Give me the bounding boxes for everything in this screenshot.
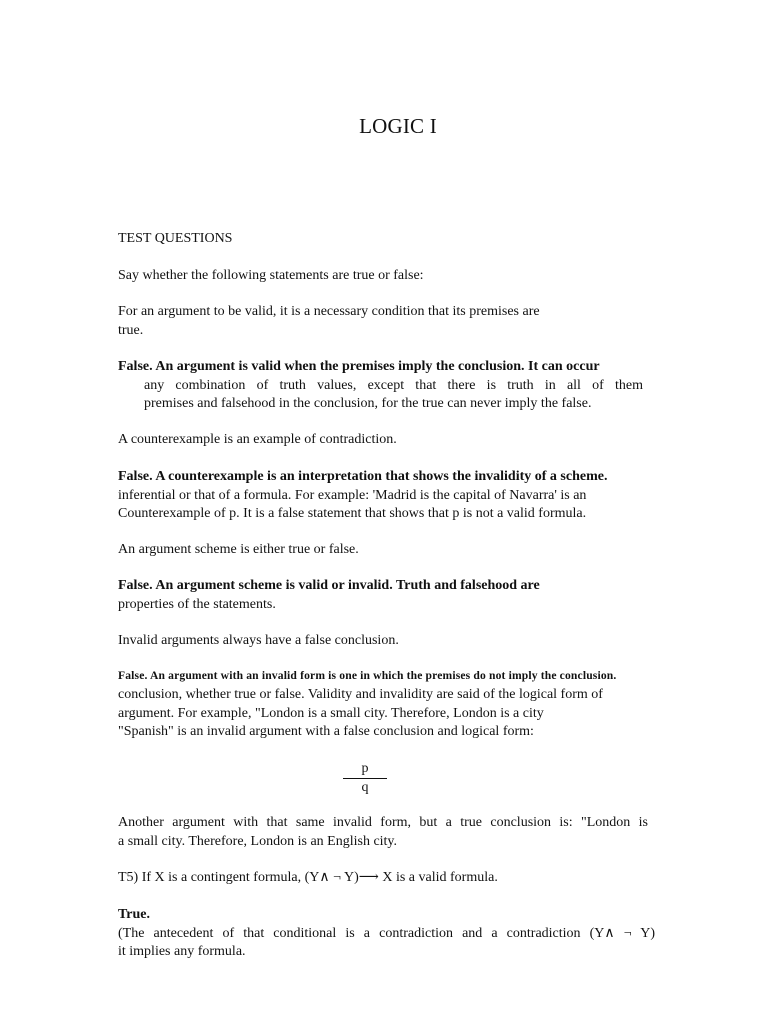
- answer-1-line-2: any combination of truth values, except that there is truth in all of them: [144, 377, 643, 393]
- document-title: LOGIC I: [359, 114, 437, 138]
- logical-form: [343, 760, 387, 797]
- answer-3-line-2: properties of the statements.: [118, 596, 276, 612]
- answer-4-continued: [118, 814, 648, 851]
- answer-4-line-1: False. An argument with an invalid form is one in which the premises do not imply the conclusion.: [118, 669, 617, 682]
- answer-1-line-1: False. An argument is valid when the premises imply the conclusion. It can occur: [118, 359, 600, 374]
- answer-4-line-4: "Spanish" is an invalid argument with a false conclusion and logical form:: [118, 724, 534, 739]
- answer-5-line-3: it implies any formula.: [118, 944, 246, 959]
- answer-5-line-1: True.: [118, 907, 151, 922]
- question-1-line-2: true.: [118, 322, 144, 338]
- question-1: [118, 303, 648, 340]
- answer-5: [118, 906, 655, 962]
- answer-1-line-3: premises and falsehood in the conclusion, for the true can never imply the false.: [144, 396, 592, 411]
- answer-4-cont-line-2: a small city. Therefore, London is an English city.: [118, 833, 398, 849]
- form-premise: p: [361, 761, 369, 776]
- question-4: Invalid arguments always have a false conclusion.: [118, 633, 399, 648]
- form-conclusion: q: [361, 780, 369, 795]
- answer-4: [118, 686, 648, 742]
- answer-4-line-2: conclusion, whether true or false. Validity and invalidity are said of the logical form of: [118, 687, 603, 702]
- answer-1: [118, 358, 643, 414]
- answer-3: [118, 577, 648, 614]
- section-heading: TEST QUESTIONS: [118, 231, 233, 246]
- question-3: An argument scheme is either true or false.: [118, 542, 359, 557]
- answer-4-line-3: argument. For example, "London is a small city. Therefore, London is a city: [118, 705, 544, 721]
- answer-2: [118, 468, 648, 524]
- instruction-text: Say whether the following statements are true or false:: [118, 268, 424, 283]
- question-1-line-1: For an argument to be valid, it is a necessary condition that its premises are: [118, 304, 540, 319]
- answer-2-line-3: Counterexample of p. It is a false statement that shows that p is not a valid formula.: [118, 506, 587, 521]
- answer-2-line-1: False. A counterexample is an interpretation that shows the invalidity of a scheme.: [118, 469, 608, 484]
- answer-4-cont-line-1: Another argument with that same invalid form, but a true conclusion is: "London is: [118, 815, 648, 830]
- answer-5-line-2: (The antecedent of that conditional is a contradiction and a contradiction (Y∧ ¬ Y): [118, 925, 655, 941]
- question-2: A counterexample is an example of contradiction.: [118, 432, 397, 447]
- answer-3-line-1: False. An argument scheme is valid or invalid. Truth and falsehood are: [118, 578, 540, 593]
- answer-2-line-2: inferential or that of a formula. For example: 'Madrid is the capital of Navarra' is an: [118, 487, 587, 503]
- question-5: T5) If X is a contingent formula, (Y∧ ¬ Y)⟶ X is a valid formula.: [118, 870, 498, 885]
